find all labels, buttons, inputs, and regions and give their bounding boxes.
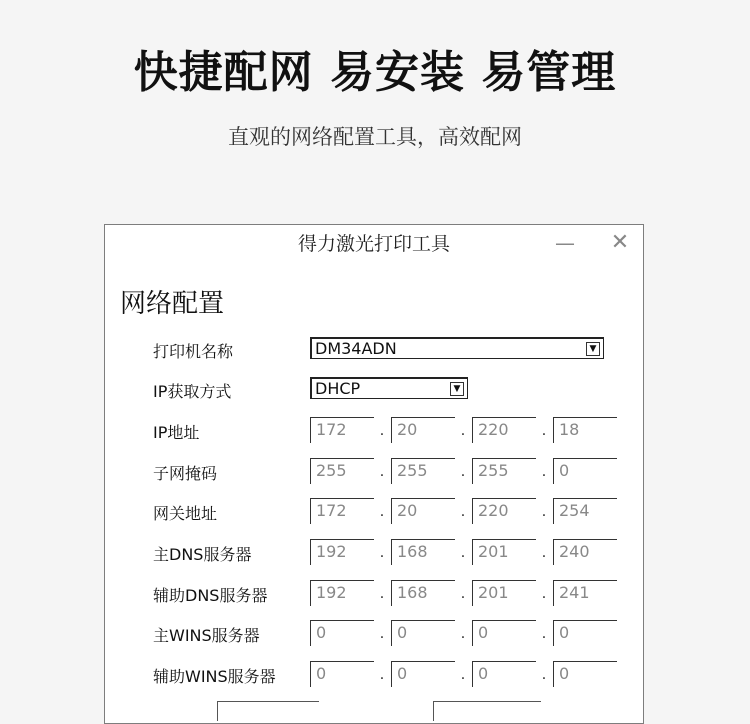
gateway-octet-4[interactable]: 254 [553,498,617,524]
primary-dns-octet-1[interactable]: 192 [310,539,374,565]
octet-separator: . [379,667,385,683]
subnet-mask-octet-2[interactable]: 255 [391,458,455,484]
octet-separator: . [541,586,547,602]
gateway-octet-3[interactable]: 220 [472,498,536,524]
ip-address-octet-4[interactable]: 18 [553,417,617,443]
panel-title: 网络配置 [120,289,225,319]
ip-mode-select[interactable] [310,377,468,399]
ip-address-octet-2[interactable]: 20 [391,417,455,443]
primary-dns-label: 主DNS服务器 [153,545,252,564]
octet-separator: . [379,586,385,602]
secondary-dns-octet-1[interactable]: 192 [310,580,374,606]
page-subheadline: 直观的网络配置工具，高效配网 [228,125,522,149]
octet-separator: . [541,667,547,683]
primary-dns-octet-2[interactable]: 168 [391,539,455,565]
primary-wins-octet-3[interactable]: 0 [472,620,536,646]
ip-address-label: IP地址 [153,423,200,442]
octet-separator: . [541,626,547,642]
minimize-icon[interactable]: — [555,231,575,255]
secondary-wins-octet-1[interactable]: 0 [310,661,374,687]
chevron-down-icon[interactable]: ▼ [450,382,464,396]
octet-separator: . [460,423,466,439]
close-icon[interactable]: ✕ [610,230,630,255]
octet-separator: . [460,586,466,602]
subnet-mask-octet-3[interactable]: 255 [472,458,536,484]
window-title: 得力激光打印工具 [297,233,450,255]
printer-name-label: 打印机名称 [153,342,234,361]
octet-separator: . [460,504,466,520]
apply-button[interactable] [433,701,541,721]
octet-separator: . [541,464,547,480]
cancel-button[interactable] [217,701,319,721]
octet-separator: . [460,626,466,642]
ip-address-octet-3[interactable]: 220 [472,417,536,443]
octet-separator: . [379,423,385,439]
primary-dns-octet-4[interactable]: 240 [553,539,617,565]
chevron-down-icon[interactable]: ▼ [586,342,600,356]
gateway-octet-1[interactable]: 172 [310,498,374,524]
secondary-dns-label: 辅助DNS服务器 [153,586,268,605]
primary-wins-label: 主WINS服务器 [153,626,260,645]
gateway-octet-2[interactable]: 20 [391,498,455,524]
octet-separator: . [541,504,547,520]
octet-separator: . [541,545,547,561]
octet-separator: . [379,464,385,480]
secondary-wins-octet-2[interactable]: 0 [391,661,455,687]
ip-address-octet-1[interactable]: 172 [310,417,374,443]
printer-name-value: DM34ADN [315,339,397,358]
secondary-dns-octet-3[interactable]: 201 [472,580,536,606]
octet-separator: . [460,667,466,683]
secondary-wins-octet-3[interactable]: 0 [472,661,536,687]
octet-separator: . [460,464,466,480]
gateway-label: 网关地址 [153,504,218,523]
octet-separator: . [379,504,385,520]
subnet-mask-label: 子网掩码 [153,464,218,483]
ip-mode-label: IP获取方式 [153,382,232,401]
secondary-dns-octet-4[interactable]: 241 [553,580,617,606]
primary-wins-octet-4[interactable]: 0 [553,620,617,646]
secondary-dns-octet-2[interactable]: 168 [391,580,455,606]
subnet-mask-octet-1[interactable]: 255 [310,458,374,484]
page-headline: 快捷配网 易安装 易管理 [133,47,617,98]
octet-separator: . [541,423,547,439]
subnet-mask-octet-4[interactable]: 0 [553,458,617,484]
octet-separator: . [379,626,385,642]
primary-dns-octet-3[interactable]: 201 [472,539,536,565]
octet-separator: . [379,545,385,561]
printer-tool-window [104,224,644,724]
ip-mode-value: DHCP [315,379,361,398]
printer-name-select[interactable] [310,337,604,359]
primary-wins-octet-2[interactable]: 0 [391,620,455,646]
octet-separator: . [460,545,466,561]
secondary-wins-label: 辅助WINS服务器 [153,667,276,686]
primary-wins-octet-1[interactable]: 0 [310,620,374,646]
secondary-wins-octet-4[interactable]: 0 [553,661,617,687]
